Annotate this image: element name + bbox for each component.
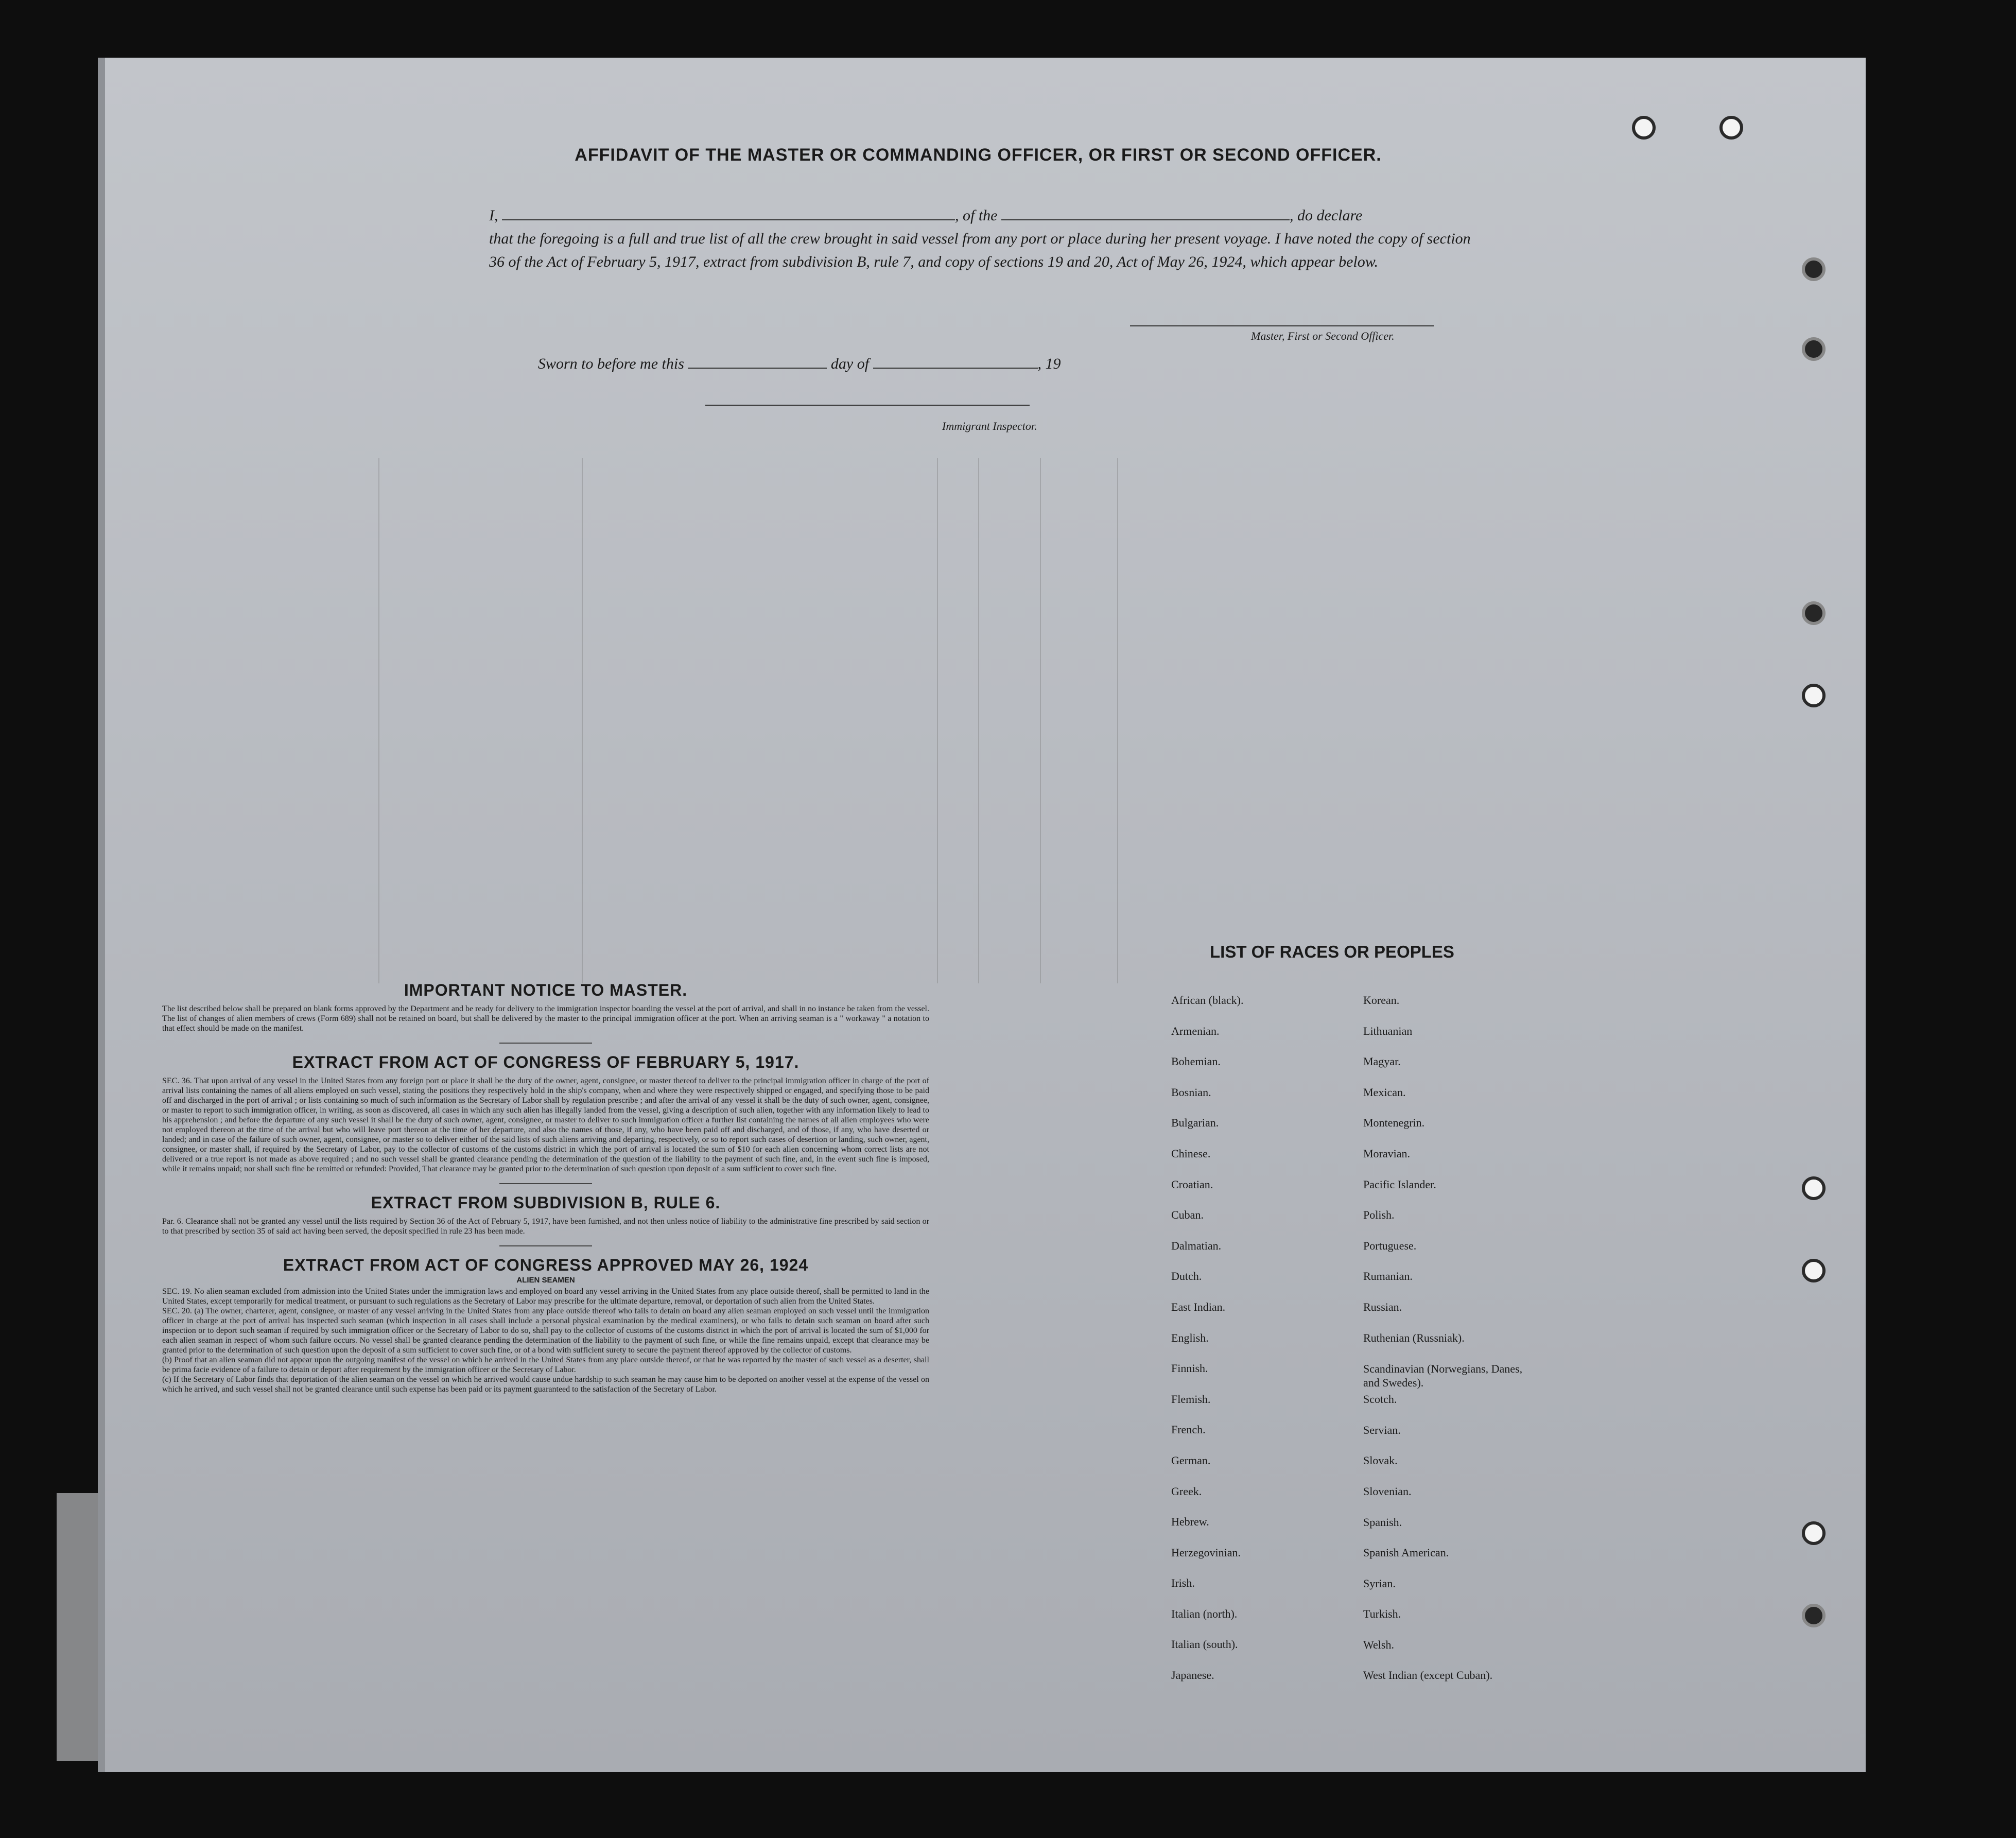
bleed-through-rule — [978, 458, 979, 983]
extract-1924-subheading: ALIEN SEAMEN — [516, 1276, 575, 1285]
race-item: Syrian. — [1363, 1576, 1396, 1590]
bleed-through-rule — [582, 458, 583, 983]
race-item: Rumanian. — [1363, 1270, 1413, 1283]
races-left-column — [1171, 994, 1243, 1700]
race-item: Armenian. — [1171, 1024, 1220, 1037]
sworn-month-field[interactable] — [873, 352, 1038, 369]
race-item: Portuguese. — [1363, 1239, 1417, 1252]
of-the-text: , of the — [955, 207, 998, 224]
bleed-through-rule — [1040, 458, 1041, 983]
race-item: Bosnian. — [1171, 1085, 1211, 1099]
race-item: Korean. — [1363, 994, 1400, 1007]
extract-1917-text: SEC. 36. That upon arrival of any vessel in the United States from any foreign port or place it shall be the duty of the owner, agent, consignee, or master thereof to deliver to the principal immigration officer in charge of the port of arrival lists containing the names of all aliens employed on such vessel, stating the positions they respectively hold in the ship's company, when and where they were respectively shipped or engaged, and specifying those to be paid off and discharged in the port of arrival ; or lists containing so much of such information as the Secretary of Labor shall by regulation prescribe ; and after the arrival of any vessel it shall be the duty of such owner, agent, consignee, or master to report to such immigration officer, in writing, as soon as discovered, all cases in which any such alien has illegally landed from the vessel, giving a description of such alien, together with any information likely to lead to his apprehension ; and before the departure of any such vessel it shall be the duty of such owner, agent, consignee, or master to deliver to such immigration officer a further list containing the names of all alien employees who were not employed thereon at the time of the arrival but who will leave port thereon at the time of her departure, and also the names of those, if any, who have been paid off and discharged, and of those, if any, who have deserted or landed; and in case of the failure of such owner, agent, consignee, or master so to deliver either of the said lists of such aliens arriving and departing, respectively, or so to report such cases of desertion or landing, such owner, agent, consignee, or master shall, if required by the Secretary of Labor, pay to the collector of customs of the customs district in which the port of arrival is located the sum of $10 for each alien concerning whom correct lists are not delivered or a true report is not made as above required ; and no such vessel shall be granted clearance pending the determination of the question of the liability to the payment of such fine, and, in the event such fine is imposed, while it remains unpaid; nor shall such fine be remitted or refunded: Provided, That clearance may be granted prior to the determination of such question upon deposit of a sum sufficient to cover such fine. — [162, 1077, 929, 1173]
extract-1924-sec20b: (b) Proof that an alien seaman did not appear upon the outgoing manifest of the vessel on which he arrived in the United States from any place outside thereof, or that he was reported by the master of such vessel as a deserter, shall be prima facie evidence of a failure to detain or deport after requirement by the immigration officer or the Secretary of Labor. — [162, 1356, 929, 1374]
sworn-day-label: day of — [830, 355, 870, 372]
declarant-prefix: I, — [489, 207, 498, 224]
race-item: Greek. — [1171, 1484, 1202, 1498]
affidavit-declaration-line — [489, 204, 1478, 227]
officer-signature-label: Master, First or Second Officer. — [1251, 330, 1395, 342]
sworn-day-field[interactable] — [688, 352, 827, 369]
race-item: Dalmatian. — [1171, 1239, 1222, 1252]
race-item: French. — [1171, 1423, 1206, 1436]
race-item: Spanish American. — [1363, 1546, 1449, 1559]
race-item: Bulgarian. — [1171, 1116, 1219, 1130]
race-item: Russian. — [1363, 1300, 1402, 1313]
extract-1924-sec20c: (c) If the Secretary of Labor finds that deportation of the alien seaman on the vessel on which he arrived would cause undue hardship to such seaman he may cause him to be deported on another vessel at the expense of the vessel on which he arrived, and such vessel shall not be granted clearance until such expense has been paid or its payment guaranteed to the satisfaction of the Secretary of Labor. — [162, 1375, 929, 1394]
punch-hole — [1719, 116, 1743, 140]
punch-hole — [1802, 1604, 1826, 1627]
race-item: Polish. — [1363, 1208, 1395, 1222]
race-item: Finnish. — [1171, 1362, 1208, 1375]
section-divider — [499, 1183, 592, 1184]
race-item: Italian (north). — [1171, 1607, 1238, 1620]
inspector-signature-line[interactable] — [705, 405, 1030, 406]
punch-hole — [1802, 1176, 1826, 1200]
notice-heading: IMPORTANT NOTICE TO MASTER. — [404, 981, 688, 999]
punch-hole — [1802, 257, 1826, 281]
race-item: Japanese. — [1171, 1669, 1214, 1682]
officer-signature-line[interactable] — [1130, 325, 1434, 326]
race-item: Pacific Islander. — [1363, 1177, 1436, 1191]
race-item: Bohemian. — [1171, 1055, 1221, 1068]
race-item: Dutch. — [1171, 1270, 1202, 1283]
vessel-name-field[interactable] — [1001, 204, 1290, 220]
bleed-through-rule — [378, 458, 379, 983]
race-item: German. — [1171, 1453, 1211, 1467]
race-item: African (black). — [1171, 994, 1244, 1007]
race-item: Moravian. — [1363, 1147, 1411, 1160]
extract-1924-sec20a: SEC. 20. (a) The owner, charterer, agent, consignee, or master of any vessel arriving in the United States from any place outside thereof who fails to detain on board any alien seaman employed on such vessel until the immigration officer in charge at the port of arrival has inspected such seaman (which inspection in all cases shall include a personal physical examination by the medical examiners), or who fails to detain such seaman on board after such inspection or to deport such seaman if required by such immigration officer or the Secretary of Labor to do so, shall pay to the collector of customs of the customs district in which the port of arrival is located the sum of $1,000 for each alien seaman in respect of whom such failure occurs. No vessel shall be granted clearance pending the determination of the liability to the payment of such fine, or while the fine remains unpaid, except that clearance may be granted prior to the determination of such question upon the deposit of a sum sufficient to cover such fine, or of a bond with sufficient surety to secure the payment thereof approved by the collector of customs. — [162, 1307, 929, 1355]
race-item: Cuban. — [1171, 1208, 1204, 1222]
punch-hole — [1802, 1259, 1826, 1282]
races-list-title: LIST OF RACES OR PEOPLES — [1210, 942, 1454, 961]
punch-hole — [1632, 116, 1656, 140]
race-item: East Indian. — [1171, 1300, 1226, 1313]
declare-text: , do declare — [1290, 207, 1363, 224]
race-item: Mexican. — [1363, 1085, 1406, 1099]
race-item: Magyar. — [1363, 1055, 1401, 1068]
race-item: Flemish. — [1171, 1392, 1211, 1406]
extract-1924-sec19: SEC. 19. No alien seaman excluded from admission into the United States under the immigration laws and employed on board any vessel arriving in the United States from any place outside thereof, shall be permitted to land in the United States, except temporarily for medical treatment, or pursuant to such regulations as the Secretary of Labor may prescribe for the ultimate departure, removal, or deportation of such alien from the United States. — [162, 1287, 929, 1306]
race-item: Scotch. — [1363, 1393, 1397, 1406]
punch-hole — [1802, 684, 1826, 707]
inspector-signature-label: Immigrant Inspector. — [942, 420, 1037, 432]
race-item: Lithuanian — [1363, 1024, 1413, 1037]
race-item: Spanish. — [1363, 1515, 1402, 1529]
affidavit-title: AFFIDAVIT OF THE MASTER OR COMMANDING OFFICER, OR FIRST OR SECOND OFFICER. — [575, 145, 1382, 165]
race-item: Italian (south). — [1171, 1638, 1238, 1651]
notice-text: The list described below shall be prepared on blank forms approved by the Department and be ready for delivery to the immigration inspector boarding the vessel at the port of arrival, and shall in no instance be taken from the vessel. The list of changes of alien members of crews (Form 689) shall not be retained on board, but shall be delivered by the master to the principal immigration officer at the port. When an arriving seaman is a " workaway " a notation to that effect should be made on the manifest. — [162, 1004, 929, 1033]
section-divider — [499, 1043, 592, 1044]
sworn-statement — [538, 352, 1061, 373]
race-item: Slovenian. — [1363, 1484, 1412, 1498]
race-item: Chinese. — [1171, 1147, 1211, 1160]
punch-hole — [1802, 601, 1826, 625]
legal-notices — [162, 981, 929, 1394]
manifest-page — [98, 58, 1866, 1772]
affidavit-text — [489, 204, 1478, 273]
races-right-column — [1363, 994, 1533, 1700]
race-item: Ruthenian (Russniak). — [1363, 1331, 1465, 1344]
sworn-year-label: , 19 — [1037, 355, 1061, 372]
sworn-prefix: Sworn to before me this — [538, 355, 684, 372]
extract-1917-heading: EXTRACT FROM ACT OF CONGRESS OF FEBRUARY 5, 1917. — [292, 1053, 800, 1071]
bleed-through-rule — [1117, 458, 1118, 983]
race-item: Welsh. — [1363, 1638, 1394, 1651]
race-item: Hebrew. — [1171, 1515, 1209, 1529]
extract-1924-heading: EXTRACT FROM ACT OF CONGRESS APPROVED MAY 26, 1924 — [283, 1256, 809, 1274]
punch-hole — [1802, 1521, 1826, 1545]
race-item: Irish. — [1171, 1576, 1195, 1590]
affidavit-body: that the foregoing is a full and true list of all the crew brought in said vessel from any port or place during her present voyage. I have noted the copy of section 36 of the Act of February 5, 1917, extract from subdivision B, rule 7, and copy of sections 19 and 20, Act of May 26, 1924, which appear below. — [489, 230, 1471, 270]
race-item: English. — [1171, 1331, 1209, 1344]
race-item: Croatian. — [1171, 1177, 1213, 1191]
race-item: Herzegovinian. — [1171, 1546, 1241, 1559]
race-item: Turkish. — [1363, 1607, 1401, 1621]
race-item: Montenegrin. — [1363, 1116, 1425, 1130]
race-item: Scandinavian (Norwegians, Danes, and Swedes). — [1363, 1362, 1523, 1390]
punch-hole — [1802, 337, 1826, 361]
section-divider — [499, 1245, 592, 1246]
extract-rule6-text: Par. 6. Clearance shall not be granted any vessel until the lists required by Section 36 of the Act of February 5, 1917, have been furnished, and not then unless notice of liability to the administrative fine prescribed by said section or to that prescribed by section 35 of said act having been served, the deposit specified in rule 23 has been made. — [162, 1217, 929, 1236]
declarant-name-field[interactable] — [502, 204, 955, 220]
bleed-through-rule — [937, 458, 938, 983]
race-item: Slovak. — [1363, 1454, 1398, 1467]
race-item: Servian. — [1363, 1423, 1401, 1436]
race-item: West Indian (except Cuban). — [1363, 1669, 1493, 1682]
extract-rule6-heading: EXTRACT FROM SUBDIVISION B, RULE 6. — [371, 1193, 721, 1212]
